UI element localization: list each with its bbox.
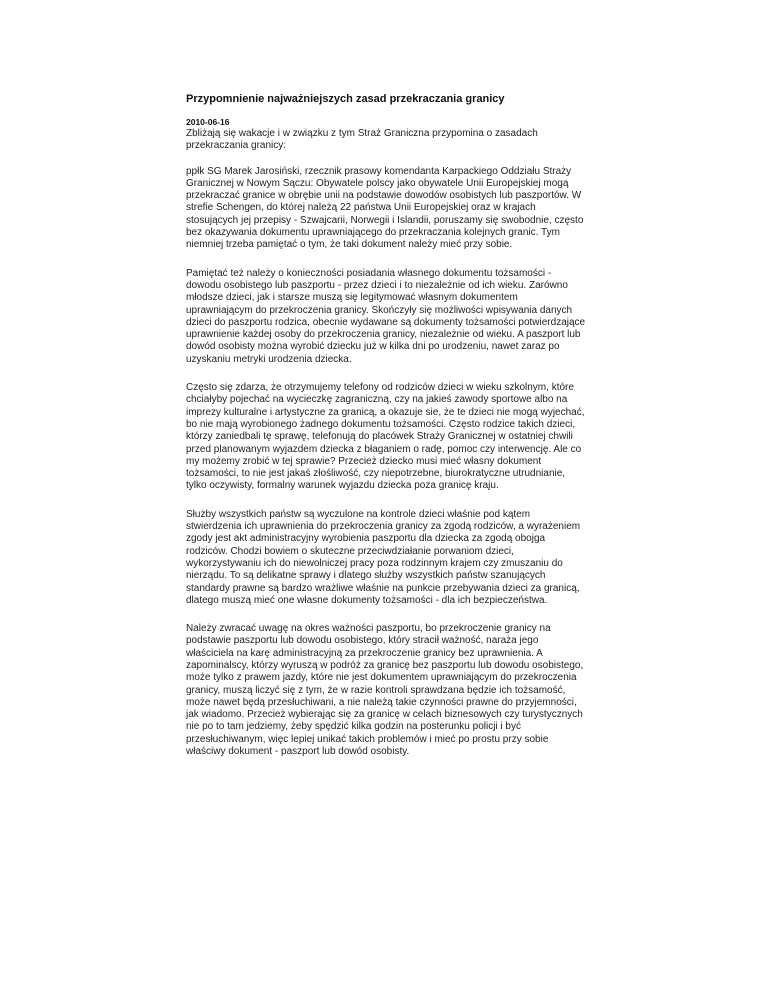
- article-title: Przypomnienie najważniejszych zasad przekraczania granicy: [186, 93, 505, 105]
- article-paragraph: Pamiętać też należy o konieczności posiadania własnego dokumentu tożsamości - dowodu osobistego lub paszportu - przez dzieci i to niezależnie od ich wieku. Zarówno młodsze dzieci, jak i starsze muszą się legitymować własnym dokumentem uprawniającym do przekroczenia granicy. Skończyły się możliwości wpisywania danych dzieci do paszportu rodzica, obecnie wydawane są dokumenty tożsamości potwierdzające uprawnienie każdej osoby do przekroczenia granicy, niezależnie od wieku. A paszport lub dowód osobisty można wyrobić dziecku już w kilka dni po urodzeniu, nawet zaraz po uzyskaniu metryki urodzenia dziecka.: [186, 267, 586, 365]
- article-paragraph: Służby wszystkich państw są wyczulone na kontrole dzieci właśnie pod kątem stwierdzenia ich uprawnienia do przekroczenia granicy za zgodą rodziców, a wyrażeniem zgody jest akt administracyjny wyrobienia paszportu dla dziecka za zgodą obojga rodziców. Chodzi bowiem o skuteczne przeciwdziałanie porwaniom dzieci, wykorzystywaniu ich do niewolniczej pracy poza rodzinnym krajem czy zmuszaniu do nierządu. To są delikatne sprawy i dlatego służby wszystkich państw szanujących standardy prawne są bardzo wrażliwe właśnie na punkcie przebywania dzieci za granicą, dlatego muszą mieć one własne dokumenty tożsamości - dla ich bezpieczeństwa.: [186, 508, 581, 606]
- article-paragraph: ppłk SG Marek Jarosiński, rzecznik prasowy komendanta Karpackiego Oddziału Straży Granicznej w Nowym Sączu: Obywatele polscy jako obywatele Unii Europejskiej mogą przekraczać granice w obrębie unii na podstawie dowodów osobistych lub paszportów. W strefie Schengen, do której należą 22 państwa Unii Europejskiej oraz w krajach stosujących jej przepisy - Szwajcarii, Norwegii i Islandii, poruszamy się swobodnie, często bez okazywania dokumentu uprawniającego do przekraczania kolejnych granic. Tym niemniej trzeba pamiętać o tym, że taki dokument należy mieć przy sobie.: [186, 165, 584, 251]
- article: [186, 92, 586, 758]
- article-paragraph: Należy zwracać uwagę na okres ważności paszportu, bo przekroczenie granicy na podstawie paszportu lub dowodu osobistego, który stracił ważność, naraża jego właściciela na karę administracyjną za przekroczenie granicy bez uprawnienia. A zapominalscy, którzy wyruszą w podróż za granicę bez paszportu lub dowodu osobistego, może tylko z prawem jazdy, które nie jest dokumentem uprawniającym do przekroczenia granicy, muszą liczyć się z tym, że w razie kontroli sprawdzana będzie ich tożsamość, może nawet będą przesłuchiwani, a nie należą takie czynności prawne do przyjemności, jak wiadomo. Przecież wybierając się za granicę w celach biznesowych czy turystycznych nie po to tam jedziemy, żeby spędzić kilka godzin na posterunku policji i być przesłuchiwanym, więc lepiej unikać takich problemów i mieć po prostu przy sobie właściwy dokument - paszport lub dowód osobisty.: [186, 623, 584, 758]
- article-paragraph: Często się zdarza, że otrzymujemy telefony od rodziców dzieci w wieku szkolnym, które chciałyby pojechać na wycieczkę zagraniczną, czy na jakieś zawody sportowe albo na imprezy kulturalne i artystyczne za granicą, a okazuje sie, że te dzieci nie mogą wyjechać, bo nie mają wyrobionego żadnego dokumentu tożsamości. Często rodzice takich dzieci, którzy zaniedbali tę sprawę, telefonują do placówek Straży Granicznej w ostatniej chwili przed planowanym wyjazdem dziecka z błaganiem o radę, pomoc czy interwencję. Ale co my możemy zrobić w tej sprawie? Przecież dziecko musi mieć własny dokument tożsamości, to nie jest jakaś złośliwość, czy niepotrzebne, biurokratyczne utrudnianie, tylko oczywisty, formalny warunek wyjazdu dziecka poza granicę kraju.: [186, 382, 585, 492]
- article-lead: Zbliżają się wakacje i w związku z tym Straż Graniczna przypomina o zasadach przekraczania granicy:: [186, 128, 538, 152]
- article-date: 2010-06-16: [186, 117, 230, 127]
